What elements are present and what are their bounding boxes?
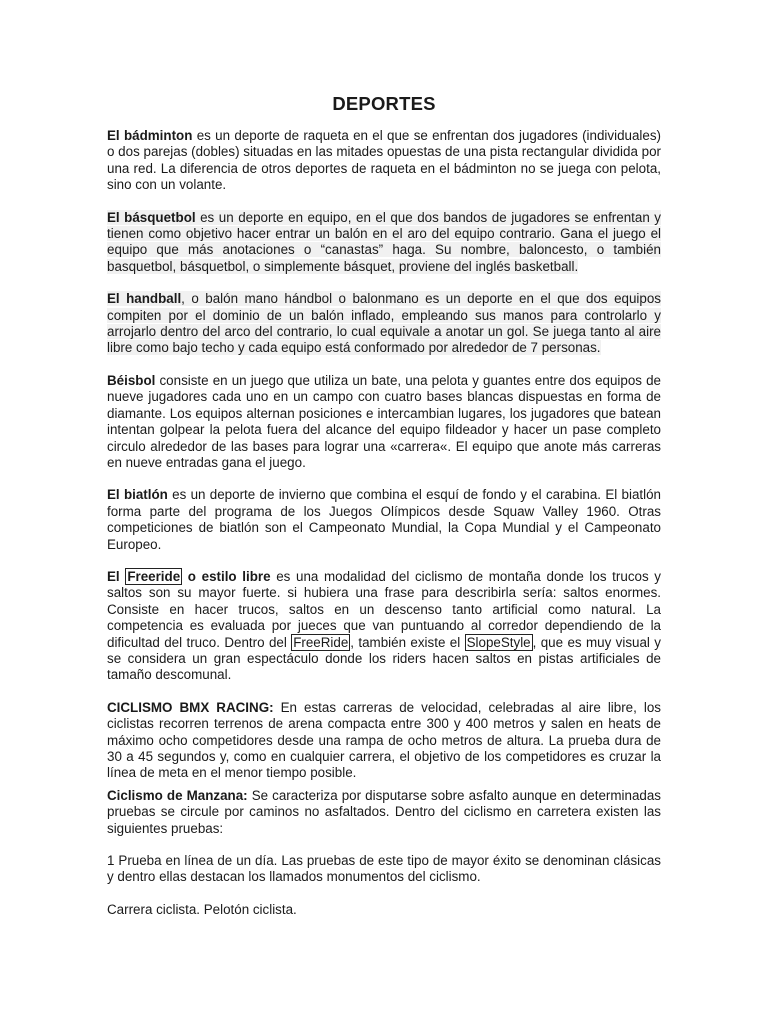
- text-freeride-4: , que es muy visual y se considera un gran espectáculo donde los riders hacen saltos en pistas artificiales de tamaño descomunal.: [107, 634, 661, 683]
- text-manzana: Se caracteriza por disputarse sobre asfalto aunque en determinadas pruebas se circule por caminos no asfaltados. Dentro del ciclismo en carretera existen las siguientes pruebas:: [107, 787, 661, 836]
- paragraph-manzana: [107, 788, 661, 837]
- document-title: DEPORTES: [332, 93, 436, 114]
- text-beisbol: consiste en un juego que utiliza un bate, una pelota y guantes entre dos equipos de nueve jugadores cada uno en un campo con cuatro bases blancas dispuestas en forma de diamante. Los equipos alternan posiciones e intercambian lugares, los jugadores que batean intentan golpear la pelota fuera del alcance del equipo fildeador y hacer un pase completo circulo alrededor de las bases para lograr una «carrera«. El equipo que anote más carreras en nueve entradas gana el juego.: [107, 372, 661, 470]
- slopestyle-boxed-word: SlopeStyle: [466, 634, 531, 650]
- text-freeride-2: que van puntuando al corredor dependiendo de la dificultad del truco. Dentro del: [107, 618, 662, 650]
- link-jueces[interactable]: jueces: [297, 618, 337, 634]
- term-bmx: CICLISMO BMX RACING:: [107, 699, 274, 715]
- paragraph-badminton: [107, 128, 661, 194]
- text-biatlon: es un deporte de invierno que combina el esquí de fondo y el carabina. El biatlón forma parte del programa de los Juegos Olímpicos desde Squaw Valley 1960. Otras competiciones de biatlón son el Campeonato Mundial, la Copa Mundial y el Campeonato Europeo.: [107, 487, 661, 552]
- paragraph-biatlon: [107, 487, 661, 553]
- term-freeride-prefix: El: [107, 568, 126, 584]
- text-handball: , o balón mano hándbol o balonmano es un deporte en el que dos equipos compiten por el dominio de un balón inflado, empleando sus manos para controlarlo y arrojarlo dentro del arco del contrario, lo cual equivale a anotar un gol. Se juega tanto al aire libre como bajo techo y cada equipo está conformado por alrededor de 7 personas.: [107, 291, 661, 356]
- document-page: [107, 92, 661, 934]
- text-prueba: 1 Prueba en línea de un día. Las pruebas de este tipo de mayor éxito se denominan clásicas y dentro ellas destacan los llamados monumentos del ciclismo.: [107, 853, 661, 885]
- term-freeride-suffix: o estilo libre: [182, 568, 271, 584]
- text-basquetbol: es un deporte en equipo, en el que dos bandos de jugadores se enfrentan y tienen como objetivo hacer entrar un balón en el aro del equipo contrario. Gana el juego el equipo que más anotaciones o “canastas” haga. Su nombre, baloncesto, o también basquetbol, básquetbol, o simplemente básquet, proviene del inglés basketball.: [107, 209, 661, 274]
- paragraph-beisbol: [107, 373, 661, 471]
- freeride-boxed-word: FreeRide: [293, 634, 349, 650]
- text-badminton: es un deporte de raqueta en el que se enfrentan dos jugadores (individuales) o dos parejas (dobles) situadas en las mitades opuestas de una pista rectangular dividida por una red. La diferencia de otros deportes de raqueta en el bádminton no se juega con pelota, sino con un volante.: [107, 128, 661, 193]
- term-manzana: Ciclismo de Manzana:: [107, 787, 248, 803]
- text-freeride-3: , también existe el: [350, 634, 465, 650]
- paragraph-basquetbol: [107, 210, 661, 276]
- paragraph-freeride: [107, 569, 661, 684]
- paragraph-bmx: [107, 700, 661, 782]
- term-badminton: El bádminton: [107, 128, 193, 143]
- term-beisbol: Béisbol: [107, 372, 156, 388]
- text-freeride-1: es una modalidad del ciclismo de montaña donde los trucos y saltos son su mayor fuerte. si hubiera una frase para describirla sería: saltos enormes. Consiste en hacer trucos, saltos en un descenso tanto artificial como natural. La competencia es evaluada por: [107, 568, 661, 634]
- freeride-boxed-term: Freeride: [127, 568, 181, 584]
- text-carrera: Carrera ciclista. Pelotón ciclista.: [107, 901, 297, 917]
- term-biatlon: El biatlón: [107, 487, 168, 503]
- text-bmx: En estas carreras de velocidad, celebradas al aire libre, los ciclistas recorren terrenos de arena compacta entre 300 y 400 metros y salen en heats de máximo ocho competidores desde una rampa de ocho metros de altura. La prueba dura de 30 a 45 segundos y, como en cualquier carrera, el objetivo de los competidores es cruzar la línea de meta en el menor tiempo posible.: [107, 699, 662, 781]
- term-basquetbol: El básquetbol: [107, 209, 196, 225]
- term-freeride: [107, 568, 271, 585]
- paragraph-handball: [107, 291, 661, 357]
- term-handball: El handball: [107, 291, 182, 307]
- paragraph-carrera: [107, 902, 661, 918]
- paragraph-prueba: [107, 853, 661, 886]
